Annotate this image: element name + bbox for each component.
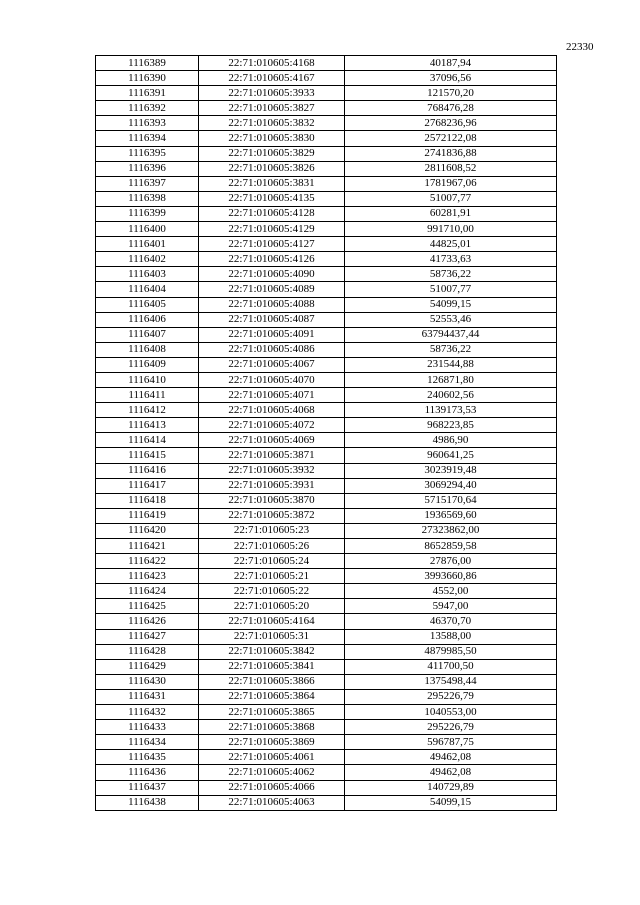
- value-cell: 240602,56: [345, 388, 557, 403]
- value-cell: 52553,46: [345, 312, 557, 327]
- table-row: [96, 705, 557, 720]
- cadastral-number-cell: 22:71:010605:4091: [199, 327, 345, 342]
- cadastral-number-cell: 22:71:010605:3866: [199, 674, 345, 689]
- record-number-cell: 1116407: [96, 327, 199, 342]
- cadastral-number-cell: 22:71:010605:4089: [199, 282, 345, 297]
- table-row: [96, 222, 557, 237]
- table-row: [96, 116, 557, 131]
- table-row: [96, 629, 557, 644]
- cadastral-number-cell: 22:71:010605:3841: [199, 659, 345, 674]
- record-number-cell: 1116400: [96, 222, 199, 237]
- cadastral-number-cell: 22:71:010605:3869: [199, 735, 345, 750]
- value-cell: 1936569,60: [345, 508, 557, 523]
- record-number-cell: 1116429: [96, 659, 199, 674]
- table-row: [96, 403, 557, 418]
- table-row: [96, 463, 557, 478]
- cadastral-number-cell: 22:71:010605:24: [199, 554, 345, 569]
- table-row: [96, 780, 557, 795]
- record-number-cell: 1116389: [96, 56, 199, 71]
- cadastral-number-cell: 22:71:010605:4072: [199, 418, 345, 433]
- record-number-cell: 1116431: [96, 689, 199, 704]
- table-row: [96, 644, 557, 659]
- table-row: [96, 433, 557, 448]
- value-cell: 44825,01: [345, 237, 557, 252]
- table-row: [96, 56, 557, 71]
- value-cell: 1781967,06: [345, 176, 557, 191]
- value-cell: 960641,25: [345, 448, 557, 463]
- table-row: [96, 191, 557, 206]
- value-cell: 126871,80: [345, 372, 557, 387]
- table-row: [96, 735, 557, 750]
- record-number-cell: 1116406: [96, 312, 199, 327]
- record-number-cell: 1116410: [96, 372, 199, 387]
- value-cell: 4879985,50: [345, 644, 557, 659]
- record-number-cell: 1116437: [96, 780, 199, 795]
- record-number-cell: 1116419: [96, 508, 199, 523]
- value-cell: 51007,77: [345, 191, 557, 206]
- record-number-cell: 1116427: [96, 629, 199, 644]
- record-number-cell: 1116426: [96, 614, 199, 629]
- value-cell: 121570,20: [345, 86, 557, 101]
- record-number-cell: 1116418: [96, 493, 199, 508]
- cadastral-number-cell: 22:71:010605:4063: [199, 795, 345, 810]
- value-cell: 27323862,00: [345, 523, 557, 538]
- cadastral-number-cell: 22:71:010605:4071: [199, 388, 345, 403]
- table-row: [96, 342, 557, 357]
- cadastral-number-cell: 22:71:010605:3865: [199, 705, 345, 720]
- cadastral-number-cell: 22:71:010605:3842: [199, 644, 345, 659]
- cadastral-number-cell: 22:71:010605:4062: [199, 765, 345, 780]
- cadastral-number-cell: 22:71:010605:3831: [199, 176, 345, 191]
- value-cell: 231544,88: [345, 357, 557, 372]
- value-cell: 411700,50: [345, 659, 557, 674]
- value-cell: 991710,00: [345, 222, 557, 237]
- cadastral-number-cell: 22:71:010605:4135: [199, 191, 345, 206]
- table-row: [96, 720, 557, 735]
- cadastral-number-cell: 22:71:010605:3830: [199, 131, 345, 146]
- cadastral-number-cell: 22:71:010605:20: [199, 599, 345, 614]
- cadastral-number-cell: 22:71:010605:3827: [199, 101, 345, 116]
- record-number-cell: 1116415: [96, 448, 199, 463]
- record-number-cell: 1116392: [96, 101, 199, 116]
- record-number-cell: 1116404: [96, 282, 199, 297]
- record-number-cell: 1116397: [96, 176, 199, 191]
- table-row: [96, 523, 557, 538]
- record-number-cell: 1116405: [96, 297, 199, 312]
- page-number: 22330: [566, 41, 594, 53]
- record-number-cell: 1116428: [96, 644, 199, 659]
- table-row: [96, 282, 557, 297]
- cadastral-number-cell: 22:71:010605:4067: [199, 357, 345, 372]
- value-cell: 37096,56: [345, 71, 557, 86]
- table-row: [96, 267, 557, 282]
- value-cell: 768476,28: [345, 101, 557, 116]
- value-cell: 58736,22: [345, 342, 557, 357]
- record-number-cell: 1116393: [96, 116, 199, 131]
- table-row: [96, 659, 557, 674]
- table-row: [96, 674, 557, 689]
- cadastral-number-cell: 22:71:010605:3868: [199, 720, 345, 735]
- table-row: [96, 327, 557, 342]
- cadastral-number-cell: 22:71:010605:4088: [199, 297, 345, 312]
- record-number-cell: 1116432: [96, 705, 199, 720]
- record-number-cell: 1116402: [96, 252, 199, 267]
- cadastral-number-cell: 22:71:010605:23: [199, 523, 345, 538]
- value-cell: 968223,85: [345, 418, 557, 433]
- table-row: [96, 357, 557, 372]
- record-number-cell: 1116422: [96, 554, 199, 569]
- record-number-cell: 1116435: [96, 750, 199, 765]
- table-row: [96, 312, 557, 327]
- table-row: [96, 101, 557, 116]
- value-cell: 54099,15: [345, 297, 557, 312]
- record-number-cell: 1116401: [96, 237, 199, 252]
- record-number-cell: 1116396: [96, 161, 199, 176]
- table-row: [96, 146, 557, 161]
- record-number-cell: 1116414: [96, 433, 199, 448]
- record-number-cell: 1116390: [96, 71, 199, 86]
- record-number-cell: 1116395: [96, 146, 199, 161]
- value-cell: 4986,90: [345, 433, 557, 448]
- value-cell: 140729,89: [345, 780, 557, 795]
- value-cell: 1139173,53: [345, 403, 557, 418]
- value-cell: 4552,00: [345, 584, 557, 599]
- cadastral-number-cell: 22:71:010605:4129: [199, 222, 345, 237]
- record-number-cell: 1116409: [96, 357, 199, 372]
- table-row: [96, 554, 557, 569]
- record-number-cell: 1116391: [96, 86, 199, 101]
- cadastral-number-cell: 22:71:010605:3870: [199, 493, 345, 508]
- table-row: [96, 388, 557, 403]
- value-cell: 60281,91: [345, 206, 557, 221]
- record-number-cell: 1116417: [96, 478, 199, 493]
- table-row: [96, 206, 557, 221]
- cadastral-number-cell: 22:71:010605:3872: [199, 508, 345, 523]
- record-number-cell: 1116408: [96, 342, 199, 357]
- value-cell: 596787,75: [345, 735, 557, 750]
- record-number-cell: 1116438: [96, 795, 199, 810]
- table-row: [96, 418, 557, 433]
- value-cell: 41733,63: [345, 252, 557, 267]
- table-row: [96, 176, 557, 191]
- cadastral-number-cell: 22:71:010605:4167: [199, 71, 345, 86]
- value-cell: 49462,08: [345, 765, 557, 780]
- record-number-cell: 1116420: [96, 523, 199, 538]
- value-cell: 295226,79: [345, 689, 557, 704]
- value-cell: 27876,00: [345, 554, 557, 569]
- table-row: [96, 86, 557, 101]
- value-cell: 3069294,40: [345, 478, 557, 493]
- record-number-cell: 1116399: [96, 206, 199, 221]
- cadastral-number-cell: 22:71:010605:31: [199, 629, 345, 644]
- record-number-cell: 1116430: [96, 674, 199, 689]
- record-number-cell: 1116412: [96, 403, 199, 418]
- table-row: [96, 765, 557, 780]
- value-cell: 295226,79: [345, 720, 557, 735]
- cadastral-number-cell: 22:71:010605:26: [199, 539, 345, 554]
- record-number-cell: 1116423: [96, 569, 199, 584]
- table-row: [96, 237, 557, 252]
- table-row: [96, 584, 557, 599]
- value-cell: 1040553,00: [345, 705, 557, 720]
- value-cell: 63794437,44: [345, 327, 557, 342]
- record-number-cell: 1116413: [96, 418, 199, 433]
- record-number-cell: 1116421: [96, 539, 199, 554]
- record-number-cell: 1116394: [96, 131, 199, 146]
- registry-table-body: [96, 56, 557, 811]
- value-cell: 49462,08: [345, 750, 557, 765]
- table-row: [96, 689, 557, 704]
- value-cell: 5715170,64: [345, 493, 557, 508]
- record-number-cell: 1116416: [96, 463, 199, 478]
- value-cell: 2811608,52: [345, 161, 557, 176]
- value-cell: 58736,22: [345, 267, 557, 282]
- cadastral-number-cell: 22:71:010605:21: [199, 569, 345, 584]
- value-cell: 1375498,44: [345, 674, 557, 689]
- record-number-cell: 1116436: [96, 765, 199, 780]
- table-row: [96, 372, 557, 387]
- cadastral-number-cell: 22:71:010605:4090: [199, 267, 345, 282]
- cadastral-number-cell: 22:71:010605:4086: [199, 342, 345, 357]
- table-row: [96, 508, 557, 523]
- cadastral-number-cell: 22:71:010605:3829: [199, 146, 345, 161]
- value-cell: 54099,15: [345, 795, 557, 810]
- table-row: [96, 599, 557, 614]
- cadastral-number-cell: 22:71:010605:4070: [199, 372, 345, 387]
- cadastral-number-cell: 22:71:010605:4126: [199, 252, 345, 267]
- value-cell: 8652859,58: [345, 539, 557, 554]
- table-row: [96, 569, 557, 584]
- value-cell: 5947,00: [345, 599, 557, 614]
- table-row: [96, 161, 557, 176]
- table-row: [96, 131, 557, 146]
- record-number-cell: 1116398: [96, 191, 199, 206]
- record-number-cell: 1116411: [96, 388, 199, 403]
- value-cell: 2741836,88: [345, 146, 557, 161]
- cadastral-number-cell: 22:71:010605:3931: [199, 478, 345, 493]
- cadastral-number-cell: 22:71:010605:3871: [199, 448, 345, 463]
- value-cell: 3993660,86: [345, 569, 557, 584]
- record-number-cell: 1116425: [96, 599, 199, 614]
- cadastral-number-cell: 22:71:010605:4061: [199, 750, 345, 765]
- table-row: [96, 493, 557, 508]
- value-cell: 40187,94: [345, 56, 557, 71]
- table-row: [96, 539, 557, 554]
- cadastral-number-cell: 22:71:010605:3933: [199, 86, 345, 101]
- value-cell: 3023919,48: [345, 463, 557, 478]
- table-row: [96, 297, 557, 312]
- cadastral-number-cell: 22:71:010605:3826: [199, 161, 345, 176]
- value-cell: 51007,77: [345, 282, 557, 297]
- table-row: [96, 750, 557, 765]
- table-row: [96, 71, 557, 86]
- table-row: [96, 614, 557, 629]
- cadastral-number-cell: 22:71:010605:4164: [199, 614, 345, 629]
- cadastral-number-cell: 22:71:010605:3932: [199, 463, 345, 478]
- value-cell: 2572122,08: [345, 131, 557, 146]
- cadastral-number-cell: 22:71:010605:22: [199, 584, 345, 599]
- record-number-cell: 1116434: [96, 735, 199, 750]
- value-cell: 13588,00: [345, 629, 557, 644]
- cadastral-number-cell: 22:71:010605:4069: [199, 433, 345, 448]
- table-row: [96, 795, 557, 810]
- record-number-cell: 1116424: [96, 584, 199, 599]
- cadastral-number-cell: 22:71:010605:4066: [199, 780, 345, 795]
- cadastral-number-cell: 22:71:010605:4087: [199, 312, 345, 327]
- record-number-cell: 1116433: [96, 720, 199, 735]
- record-number-cell: 1116403: [96, 267, 199, 282]
- cadastral-number-cell: 22:71:010605:4168: [199, 56, 345, 71]
- registry-table: [95, 55, 557, 811]
- cadastral-number-cell: 22:71:010605:3864: [199, 689, 345, 704]
- cadastral-number-cell: 22:71:010605:4127: [199, 237, 345, 252]
- table-row: [96, 478, 557, 493]
- cadastral-number-cell: 22:71:010605:4068: [199, 403, 345, 418]
- table-row: [96, 448, 557, 463]
- value-cell: 2768236,96: [345, 116, 557, 131]
- cadastral-number-cell: 22:71:010605:3832: [199, 116, 345, 131]
- cadastral-number-cell: 22:71:010605:4128: [199, 206, 345, 221]
- value-cell: 46370,70: [345, 614, 557, 629]
- table-row: [96, 252, 557, 267]
